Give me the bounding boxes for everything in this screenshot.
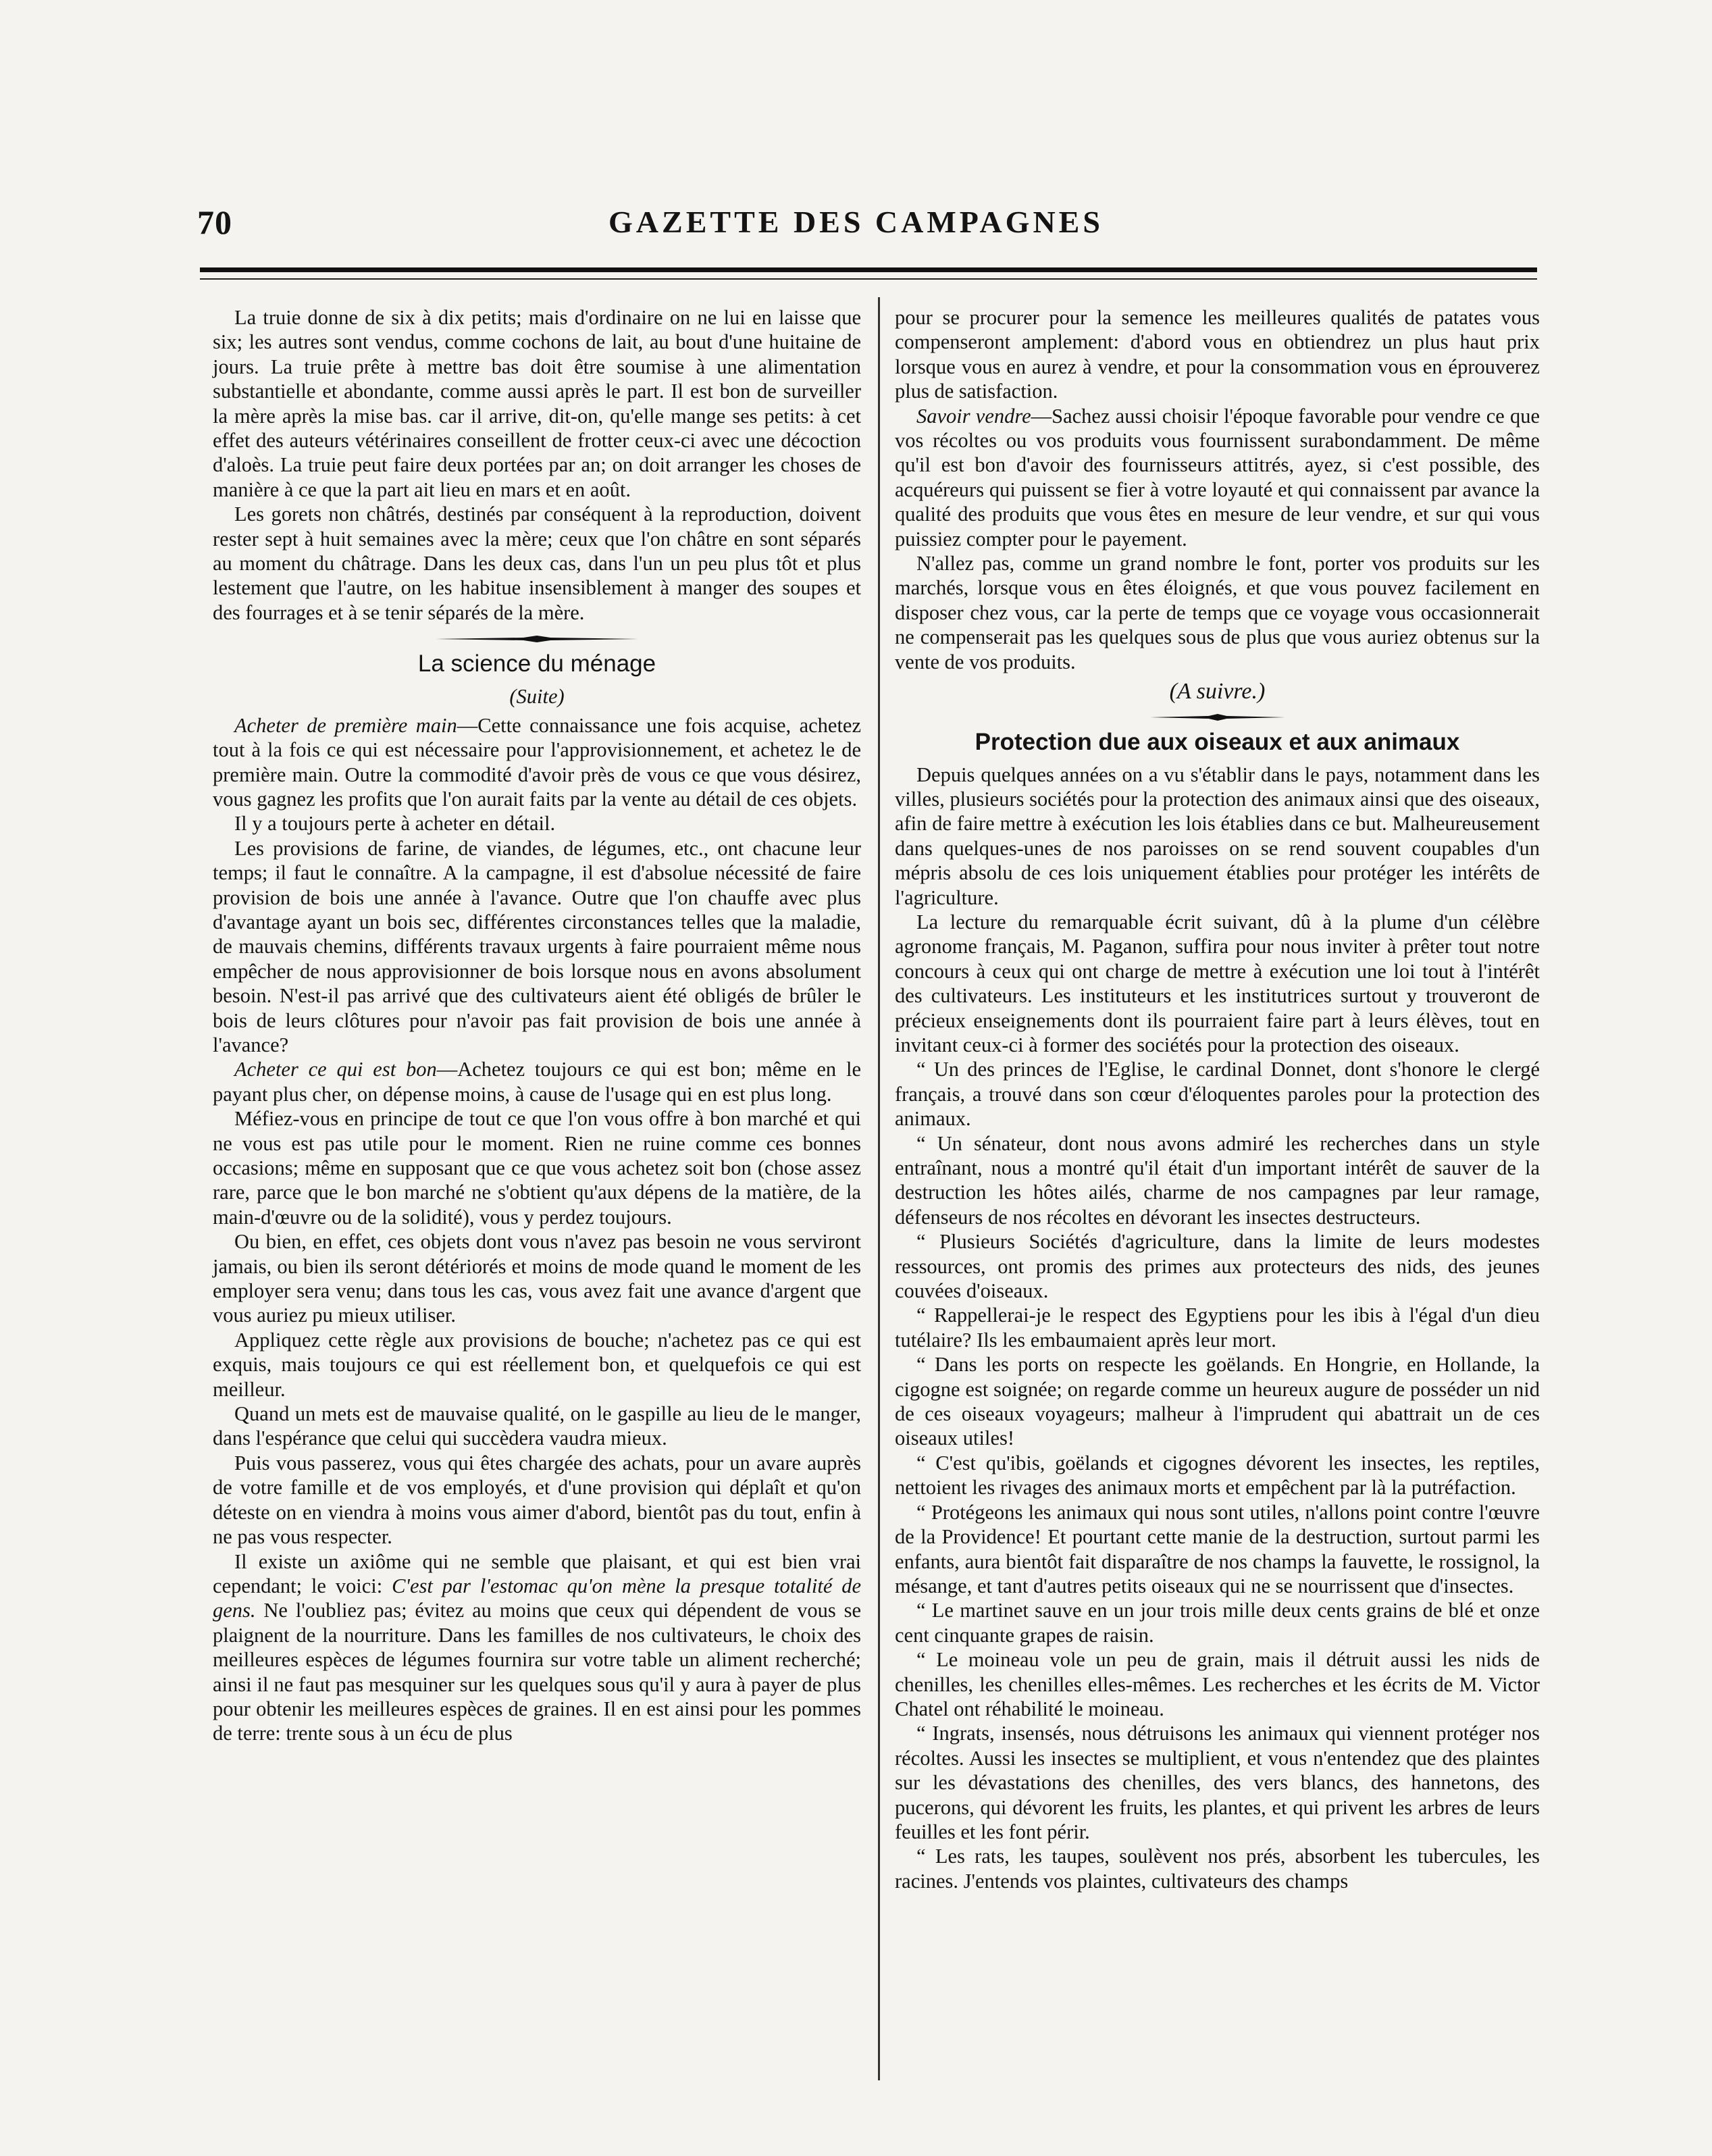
paragraph: “ C'est qu'ibis, goëlands et cigognes dévorent les insectes, les reptiles, nettoient les rivages des animaux morts et empêchent par là la putréfaction. [895,1451,1540,1499]
paragraph: Quand un mets est de mauvaise qualité, on le gaspille au lieu de le manger, dans l'espérance que celui qui succèdera vaudra mieux. [213,1402,861,1450]
paragraph: N'allez pas, comme un grand nombre le font, porter vos produits sur les marchés, lorsque vous en êtes éloignés, et que vous pouvez facilement en disposer chez vous, car la perte de temps que ce voyage vous occasionnerait ne compenserait pas les quelques sous de plus que vous auriez obtenus sur la vente de vos produits. [895,552,1540,673]
paragraph: Puis vous passerez, vous qui êtes chargée des achats, pour un avare auprès de votre famille et de vos employés, et d'une provision qui déplaît et qu'on déteste on en viendra à moins vous aimer d'abord, bientôt pas du tout, enfin à ne pas vous respecter. [213,1451,861,1549]
right-column [895,305,1540,1893]
paragraph: Depuis quelques années on a vu s'établir dans le pays, notamment dans les villes, plusieurs sociétés pour la protection des animaux ainsi que des oiseaux, afin de faire mettre à exécution les lois établies dans ce but. Malheureusement dans quelques-unes de nos paroisses on se rend souvent coupables d'un mépris absolu de ces lois uniquement établies pour protéger les intérêts de l'agriculture. [895,763,1540,909]
paragraph: “ Le martinet sauve en un jour trois mille deux cents grains de blé et onze cent cinquante grapes de raisin. [895,1599,1540,1647]
paragraph: Acheter ce qui est bon—Achetez toujours ce qui est bon; même en le payant plus cher, on dépense moins, à cause de l'usage qui en est plus long. [213,1058,861,1106]
emphasis: C'est par l'estomac qu'on mène la presque totalité de gens. [213,1574,862,1622]
paragraph: La truie donne de six à dix petits; mais d'ordinaire on ne lui en laisse que six; les autres sont vendus, comme cochons de lait, au bout d'une huitaine de jours. La truie prête à mettre bas doit être soumise à une alimentation substantielle et abondante, comme aussi après le part. Il est bon de surveiller la mère après la mise bas. car il arrive, dit-on, qu'elle mange ses petits: à cet effet des auteurs vétérinaires conseillent de frotter ceux-ci avec une décoction d'aloès. La truie peut faire deux portées par an; on doit arranger les choses de manière à ce que la part ait lieu en mars et en août. [213,306,861,501]
paragraph: Acheter de première main—Cette connaissance une fois acquise, achetez tout à la fois ce qui est nécessaire pour l'approvisionnement, et achetez le de première main. Outre la commodité d'avoir près de vous ce que vous désirez, vous gagnez les profits que l'on aurait faits par la vente au détail de ces objets. [213,713,862,811]
paragraph: “ Dans les ports on respecte les goëlands. En Hongrie, en Hollande, la cigogne est soignée; on regarde comme un heureux augure de posséder un nid de ces oiseaux voyageurs; malheur à l'imprudent qui abattrait un de ces oiseaux utiles! [895,1353,1540,1450]
paragraph: “ Un sénateur, dont nous avons admiré les recherches dans un style entraînant, nous a montré qu'il était d'un important intérêt de sauver de la destruction les hôtes ailés, charme de nos campagnes par leur ramage, défenseurs de nos récoltes en dévorant les insectes destructeurs. [895,1131,1540,1229]
paragraph-lead: Acheter ce qui est bon [234,1058,437,1081]
paragraph: Appliquez cette règle aux provisions de bouche; n'achetez pas ce qui est exquis, mais toujours ce qui est réellement bon, et quelquefois ce qui est meilleur. [213,1328,861,1401]
paragraph: “ Le moineau vole un peu de grain, mais il détruit aussi les nids de chenilles, les chenilles elles-mêmes. Les recherches et les écrits de M. Victor Chatel ont réhabilité le moineau. [895,1648,1540,1720]
paragraph: Il existe un axiôme qui ne semble que plaisant, et qui est bien vrai cependant; le voici: C'est par l'estomac qu'on mène la presque totalité de gens. Ne l'oubliez pas; évitez au moins que ceux qui dépendent de vous se plaignent de la nourriture. Dans les familles de nos cultivateurs, le choix des meilleures espèces de légumes fournira sur votre table un aliment recherché; ainsi il ne faut pas mesquiner sur les quelques sous qu'il y aura à payer de plus pour obtenir les meilleures espèces de graines. Il en est ainsi pour les pommes de terre: trente sous à un écu de plus [213,1549,862,1745]
paragraph-lead: Acheter de première main [234,713,457,737]
paragraph: Méfiez-vous en principe de tout ce que l'on vous offre à bon marché et qui ne vous est pas utile pour le moment. Rien ne ruine comme ces bonnes occasions; même en supposant que ce que vous achetez soit bon (chose assez rare, parce que le bon marché ne s'obtient qu'aux dépens de la matière, de la main-d'œuvre ou de la solidité), vous y perdez toujours. [213,1107,861,1229]
to-be-continued: (A suivre.) [1169,679,1266,704]
paragraph: Ou bien, en effet, ces objets dont vous n'avez pas besoin ne vous serviront jamais, ou bien ils seront détériorés et moins de mode quand le moment de les employer sera venu; dans tous les cas, vous avez fait une avance d'argent que vous auriez pu mieux utiliser. [213,1230,861,1327]
paragraph: “ Ingrats, insensés, nous détruisons les animaux qui viennent protéger nos récoltes. Aussi les insectes se multiplient, et vous n'entendez que des plaintes sur les dévastations des chenilles, des vers blancs, des hannetons, des pucerons, qui dévorent les fruits, les plantes, et qui privent les arbres de leurs feuilles et les font périr. [895,1722,1540,1843]
section-ornament [1150,714,1285,721]
paragraph: “ Protégeons les animaux qui nous sont utiles, n'allons point contre l'œuvre de la Providence! Et pourtant cette manie de la destruction, surtout parmi les enfants, aura bientôt fait disparaître de nos champs la fauvette, le rossignol, la mésange, et tant d'autres petits oiseaux qui ne se nourrissent que d'insectes. [895,1500,1540,1597]
paragraph: Les provisions de farine, de viandes, de légumes, etc., ont chacune leur temps; il faut le connaître. A la campagne, il est d'absolue nécessité de faire provision de bois une année à l'avance. Outre que l'on chauffe avec plus d'avantage ayant un bois sec, différentes circonstances telles que la maladie, de mauvais chemins, différents travaux urgents à faire pourraient même nous empêcher de nous approvisionner de bois lorsque nous en avons absolument besoin. N'est-il pas arrivé que des cultivateurs aient été obligés de brûler le bois de leurs clôtures pour n'avoir pas fait provision de bois une année à l'avance? [213,836,861,1056]
section-ornament [436,636,638,642]
masthead-title: GAZETTE DES CAMPAGNES [608,205,1104,239]
paragraph: “ Rappellerai-je le respect des Egyptiens pour les ibis à l'égal d'un dieu tutélaire? Ils les embaumaient après leur mort. [895,1304,1540,1352]
header-rule-thick [200,267,1537,272]
header-rule-thin [200,278,1537,280]
paragraph: pour se procurer pour la semence les meilleures qualités de patates vous compenseront amplement: d'abord vous en obtiendrez un plus haut prix lorsque vous en aurez à vendre, et pour la consommation vous en éprouverez plus de satisfaction. [895,306,1540,403]
paragraph: La lecture du remarquable écrit suivant, dû à la plume d'un célèbre agronome français, M. Paganon, suffira pour nous inviter à prêter tout notre concours à ceux qui ont charge de mettre à exécution une loi tout à l'intérêt des cultivateurs. Les instituteurs et les institutrices surtout y trouveront de précieux enseignements dont ils pourraient faire part à leurs élèves, tout en invitant ceux-ci à former des sociétés pour la protection des oiseaux. [895,910,1540,1056]
paragraph: “ Les rats, les taupes, soulèvent nos prés, absorbent les tubercules, les racines. J'entends vos plaintes, cultivateurs des champs [895,1845,1540,1893]
left-column [213,305,861,1746]
section-subtitle: (Suite) [509,685,565,709]
paragraph: Les gorets non châtrés, destinés par conséquent à la reproduction, doivent rester sept à huit semaines avec la mère; ceux que l'on châtre en sont séparés au moment du châtrage. Dans les deux cas, dans l'un un peu plus tôt et plus lestement que l'autre, on les habitue insensiblement à manger des soupes et des fourrages et à se tenir séparés de la mère. [213,503,861,624]
paragraph: “ Plusieurs Sociétés d'agriculture, dans la limite de leurs modestes ressources, ont promis des primes aux protecteurs des nids, des jeunes couvées d'oiseaux. [895,1230,1540,1303]
page-number: 70 [197,203,232,241]
section-title: Protection due aux oiseaux et aux animaux [975,728,1460,755]
section-title: La science du ménage [417,650,656,677]
column-divider [878,297,880,2080]
paragraph: Savoir vendre—Sachez aussi choisir l'époque favorable pour vendre ce que vos récoltes ou vos produits vous fournissent surabondamment. De même qu'il est bon d'avoir des fournisseurs attitrés, ayez, si c'est possible, des acquéreurs qui puissent se fier à votre loyauté et qui connaissent par avance la qualité des produits que vous êtes en mesure de leur vendre, et sur qui vous puissiez compter pour le payement. [895,404,1540,550]
paragraph-lead: Savoir vendre [916,404,1031,428]
paragraph: “ Un des princes de l'Eglise, le cardinal Donnet, dont s'honore le clergé français, a trouvé dans son cœur d'éloquentes paroles pour la protection des animaux. [895,1058,1540,1131]
paragraph: Il y a toujours perte à acheter en détail. [234,812,556,836]
